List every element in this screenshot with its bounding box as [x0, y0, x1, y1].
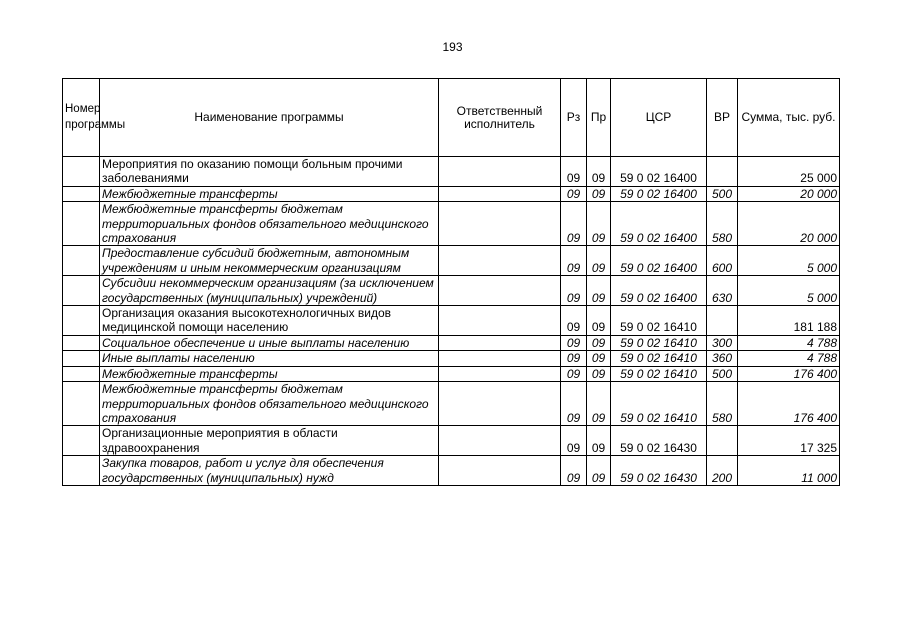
row-pr-cell: 09 — [587, 366, 611, 381]
header-program-number: Номер программы — [63, 79, 100, 157]
row-rz-cell: 09 — [561, 306, 587, 336]
row-sum-cell: 176 400 — [738, 382, 840, 426]
row-responsible-cell — [439, 351, 561, 366]
row-csr-cell: 59 0 02 16410 — [611, 382, 707, 426]
row-rz-cell: 09 — [561, 276, 587, 306]
table-row — [63, 186, 840, 201]
row-sum-cell: 25 000 — [738, 157, 840, 187]
budget-table — [62, 78, 840, 486]
row-responsible-cell — [439, 157, 561, 187]
row-rz-cell: 09 — [561, 382, 587, 426]
row-rz-cell: 09 — [561, 202, 587, 246]
row-pr-cell: 09 — [587, 456, 611, 486]
row-pr-cell: 09 — [587, 276, 611, 306]
row-number-cell — [63, 157, 100, 187]
row-rz-cell: 09 — [561, 335, 587, 350]
row-number-cell — [63, 335, 100, 350]
row-responsible-cell — [439, 306, 561, 336]
table-row — [63, 426, 840, 456]
header-program-name: Наименование программы — [100, 79, 439, 157]
row-responsible-cell — [439, 335, 561, 350]
row-responsible-cell — [439, 366, 561, 381]
row-vr-cell — [707, 306, 738, 336]
row-sum-cell: 4 788 — [738, 351, 840, 366]
header-vr: ВР — [707, 79, 738, 157]
table-body — [63, 157, 840, 486]
row-number-cell — [63, 382, 100, 426]
row-csr-cell: 59 0 02 16400 — [611, 157, 707, 187]
row-pr-cell: 09 — [587, 382, 611, 426]
row-number-cell — [63, 456, 100, 486]
row-csr-cell: 59 0 02 16400 — [611, 246, 707, 276]
row-vr-cell: 630 — [707, 276, 738, 306]
row-responsible-cell — [439, 382, 561, 426]
row-name-cell: Закупка товаров, работ и услуг для обеспечения государственных (муниципальных) нужд — [100, 456, 439, 486]
row-pr-cell: 09 — [587, 186, 611, 201]
row-sum-cell: 181 188 — [738, 306, 840, 336]
row-rz-cell: 09 — [561, 157, 587, 187]
row-name-cell: Межбюджетные трансферты бюджетам территориальных фондов обязательного медицинского страхования — [100, 202, 439, 246]
row-csr-cell: 59 0 02 16400 — [611, 202, 707, 246]
row-csr-cell: 59 0 02 16410 — [611, 306, 707, 336]
row-sum-cell: 20 000 — [738, 186, 840, 201]
row-responsible-cell — [439, 246, 561, 276]
row-sum-cell: 4 788 — [738, 335, 840, 350]
row-sum-cell: 17 325 — [738, 426, 840, 456]
header-csr: ЦСР — [611, 79, 707, 157]
row-name-cell: Социальное обеспечение и иные выплаты населению — [100, 335, 439, 350]
table-row — [63, 276, 840, 306]
row-rz-cell: 09 — [561, 426, 587, 456]
row-vr-cell: 580 — [707, 382, 738, 426]
row-csr-cell: 59 0 02 16410 — [611, 335, 707, 350]
row-sum-cell: 176 400 — [738, 366, 840, 381]
row-rz-cell: 09 — [561, 456, 587, 486]
row-vr-cell: 500 — [707, 186, 738, 201]
row-sum-cell: 11 000 — [738, 456, 840, 486]
row-vr-cell: 580 — [707, 202, 738, 246]
row-vr-cell: 360 — [707, 351, 738, 366]
row-rz-cell: 09 — [561, 351, 587, 366]
row-name-cell: Иные выплаты населению — [100, 351, 439, 366]
row-name-cell: Предоставление субсидий бюджетным, автономным учреждениям и иным некоммерческим организациям — [100, 246, 439, 276]
row-number-cell — [63, 366, 100, 381]
row-csr-cell: 59 0 02 16430 — [611, 426, 707, 456]
header-responsible: Ответственный исполнитель — [439, 79, 561, 157]
row-sum-cell: 5 000 — [738, 276, 840, 306]
row-pr-cell: 09 — [587, 351, 611, 366]
row-number-cell — [63, 426, 100, 456]
row-number-cell — [63, 186, 100, 201]
header-rz: Рз — [561, 79, 587, 157]
row-pr-cell: 09 — [587, 426, 611, 456]
row-responsible-cell — [439, 426, 561, 456]
table-row — [63, 246, 840, 276]
row-sum-cell: 20 000 — [738, 202, 840, 246]
row-rz-cell: 09 — [561, 186, 587, 201]
row-vr-cell: 200 — [707, 456, 738, 486]
row-vr-cell: 500 — [707, 366, 738, 381]
table-row — [63, 456, 840, 486]
row-number-cell — [63, 246, 100, 276]
row-vr-cell — [707, 157, 738, 187]
row-name-cell: Межбюджетные трансферты — [100, 366, 439, 381]
row-vr-cell: 600 — [707, 246, 738, 276]
row-vr-cell: 300 — [707, 335, 738, 350]
row-name-cell: Мероприятия по оказанию помощи больным прочими заболеваниями — [100, 157, 439, 187]
row-pr-cell: 09 — [587, 246, 611, 276]
header-sum: Сумма, тыс. руб. — [738, 79, 840, 157]
table-row — [63, 202, 840, 246]
row-pr-cell: 09 — [587, 306, 611, 336]
row-pr-cell: 09 — [587, 335, 611, 350]
row-csr-cell: 59 0 02 16400 — [611, 186, 707, 201]
row-number-cell — [63, 202, 100, 246]
row-csr-cell: 59 0 02 16410 — [611, 351, 707, 366]
table-header-row — [63, 79, 840, 157]
row-pr-cell: 09 — [587, 157, 611, 187]
row-responsible-cell — [439, 186, 561, 201]
row-responsible-cell — [439, 202, 561, 246]
row-rz-cell: 09 — [561, 246, 587, 276]
row-number-cell — [63, 306, 100, 336]
table-row — [63, 335, 840, 350]
row-name-cell: Межбюджетные трансферты — [100, 186, 439, 201]
row-responsible-cell — [439, 276, 561, 306]
row-csr-cell: 59 0 02 16430 — [611, 456, 707, 486]
row-csr-cell: 59 0 02 16400 — [611, 276, 707, 306]
table-row — [63, 351, 840, 366]
row-responsible-cell — [439, 456, 561, 486]
row-rz-cell: 09 — [561, 366, 587, 381]
row-name-cell: Организация оказания высокотехнологичных видов медицинской помощи населению — [100, 306, 439, 336]
row-name-cell: Межбюджетные трансферты бюджетам территориальных фондов обязательного медицинского страхования — [100, 382, 439, 426]
table-row — [63, 157, 840, 187]
row-pr-cell: 09 — [587, 202, 611, 246]
page-number: 193 — [442, 40, 463, 54]
table-row — [63, 382, 840, 426]
row-name-cell: Субсидии некоммерческим организациям (за исключением государственных (муниципальных) учреждений) — [100, 276, 439, 306]
row-vr-cell — [707, 426, 738, 456]
header-pr: Пр — [587, 79, 611, 157]
row-name-cell: Организационные мероприятия в области здравоохранения — [100, 426, 439, 456]
row-sum-cell: 5 000 — [738, 246, 840, 276]
row-csr-cell: 59 0 02 16410 — [611, 366, 707, 381]
table-row — [63, 306, 840, 336]
row-number-cell — [63, 351, 100, 366]
table-row — [63, 366, 840, 381]
row-number-cell — [63, 276, 100, 306]
